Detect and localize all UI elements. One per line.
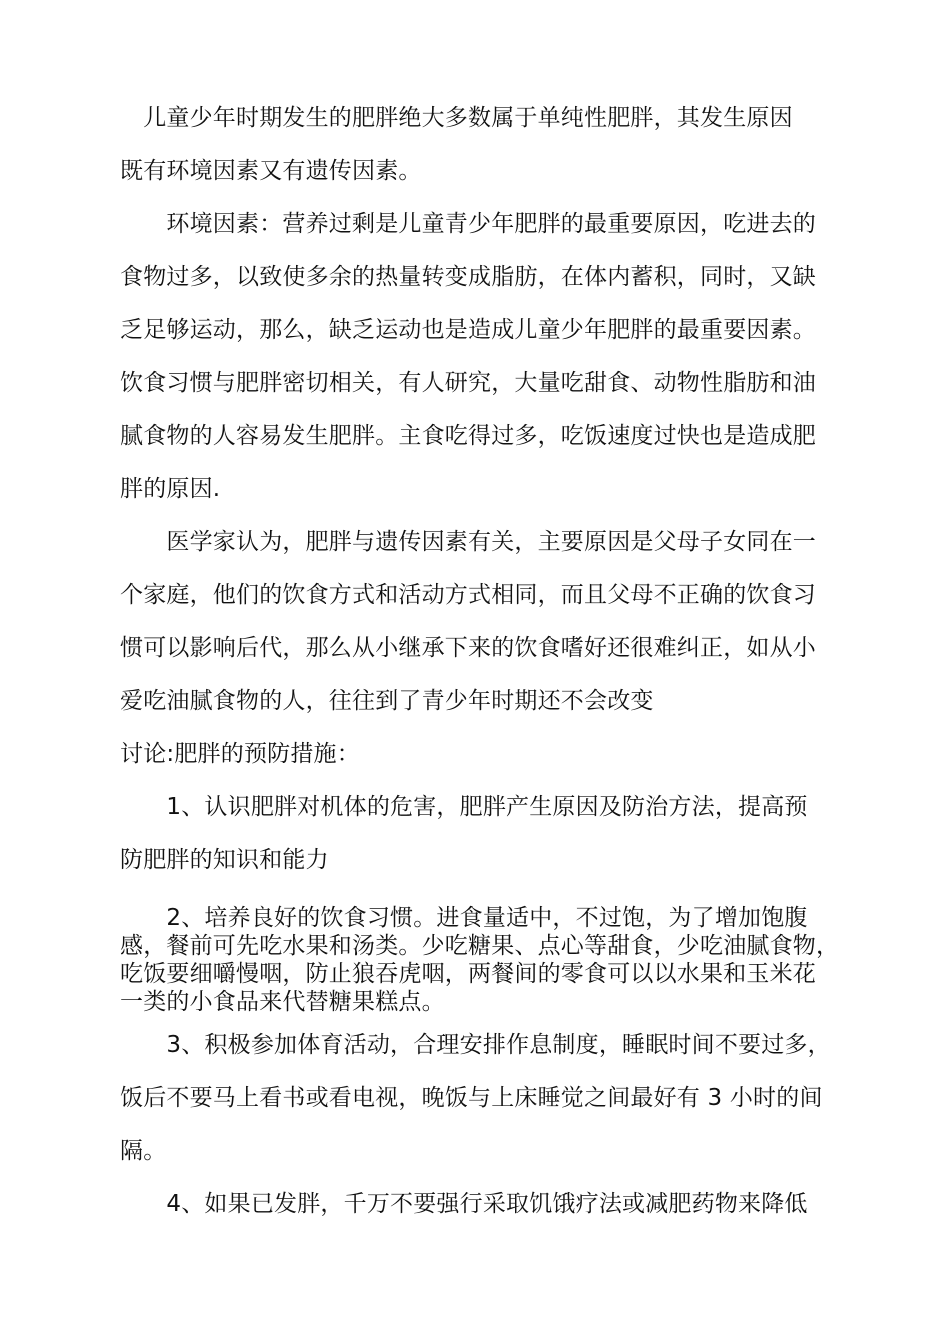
text-line: 惯可以影响后代，那么从小继承下来的饮食嗜好还很难纠正，如从小	[120, 635, 816, 661]
text-line: 吃饭要细嚼慢咽，防止狼吞虎咽，两餐间的零食可以以水果和玉米花	[120, 961, 816, 987]
text-line: 胖的原因.	[120, 476, 221, 502]
text-line: 个家庭，他们的饮食方式和活动方式相同，而且父母不正确的饮食习	[120, 582, 816, 608]
text-line: 食物过多，以致使多余的热量转变成脂肪，在体内蓄积，同时，又缺	[120, 264, 816, 290]
text-line: 4、如果已发胖，千万不要强行采取饥饿疗法或减肥药物来降低	[120, 1191, 808, 1217]
text-line: 2、培养良好的饮食习惯。进食量适中，不过饱，为了增加饱腹	[120, 905, 808, 931]
text-line: 1、认识肥胖对机体的危害，肥胖产生原因及防治方法，提高预	[120, 794, 808, 820]
paragraph-discussion-heading	[120, 728, 830, 781]
text-line: 饮食习惯与肥胖密切相关，有人研究，大量吃甜食、动物性脂肪和油	[120, 370, 816, 396]
text-line: 3、积极参加体育活动，合理安排作息制度，睡眠时间不要过多，	[120, 1032, 831, 1058]
text-line: 乏足够运动，那么，缺乏运动也是造成儿童少年肥胖的最重要因素。	[120, 317, 816, 343]
text-line: 饭后不要马上看书或看电视，晚饭与上床睡觉之间最好有 3 小时的间	[120, 1085, 823, 1111]
paragraph-measure-2	[120, 904, 840, 1016]
text-line: 腻食物的人容易发生肥胖。主食吃得过多，吃饭速度过快也是造成肥	[120, 423, 816, 449]
text-line: 儿童少年时期发生的肥胖绝大多数属于单纯性肥胖，其发生原因	[120, 105, 793, 131]
text-line: 感，餐前可先吃水果和汤类。少吃糖果、点心等甜食，少吃油腻食物，	[120, 933, 840, 959]
paragraph-measure-3	[120, 1019, 830, 1178]
paragraph-intro	[120, 92, 830, 198]
paragraph-environment	[120, 198, 830, 516]
paragraph-measure-4	[120, 1178, 830, 1231]
text-line: 医学家认为，肥胖与遗传因素有关，主要原因是父母子女同在一	[120, 529, 816, 555]
text-line: 既有环境因素又有遗传因素。	[120, 158, 422, 184]
paragraph-genetics	[120, 516, 830, 728]
text-line: 爱吃油腻食物的人，往往到了青少年时期还不会改变	[120, 688, 654, 714]
text-line: 环境因素：营养过剩是儿童青少年肥胖的最重要原因，吃进去的	[120, 211, 816, 237]
text-line: 隔。	[120, 1138, 167, 1164]
text-line: 防肥胖的知识和能力	[120, 847, 329, 873]
text-line: 讨论:肥胖的预防措施：	[120, 741, 360, 767]
text-line: 一类的小食品来代替糖果糕点。	[120, 989, 445, 1015]
paragraph-measure-1	[120, 781, 830, 887]
